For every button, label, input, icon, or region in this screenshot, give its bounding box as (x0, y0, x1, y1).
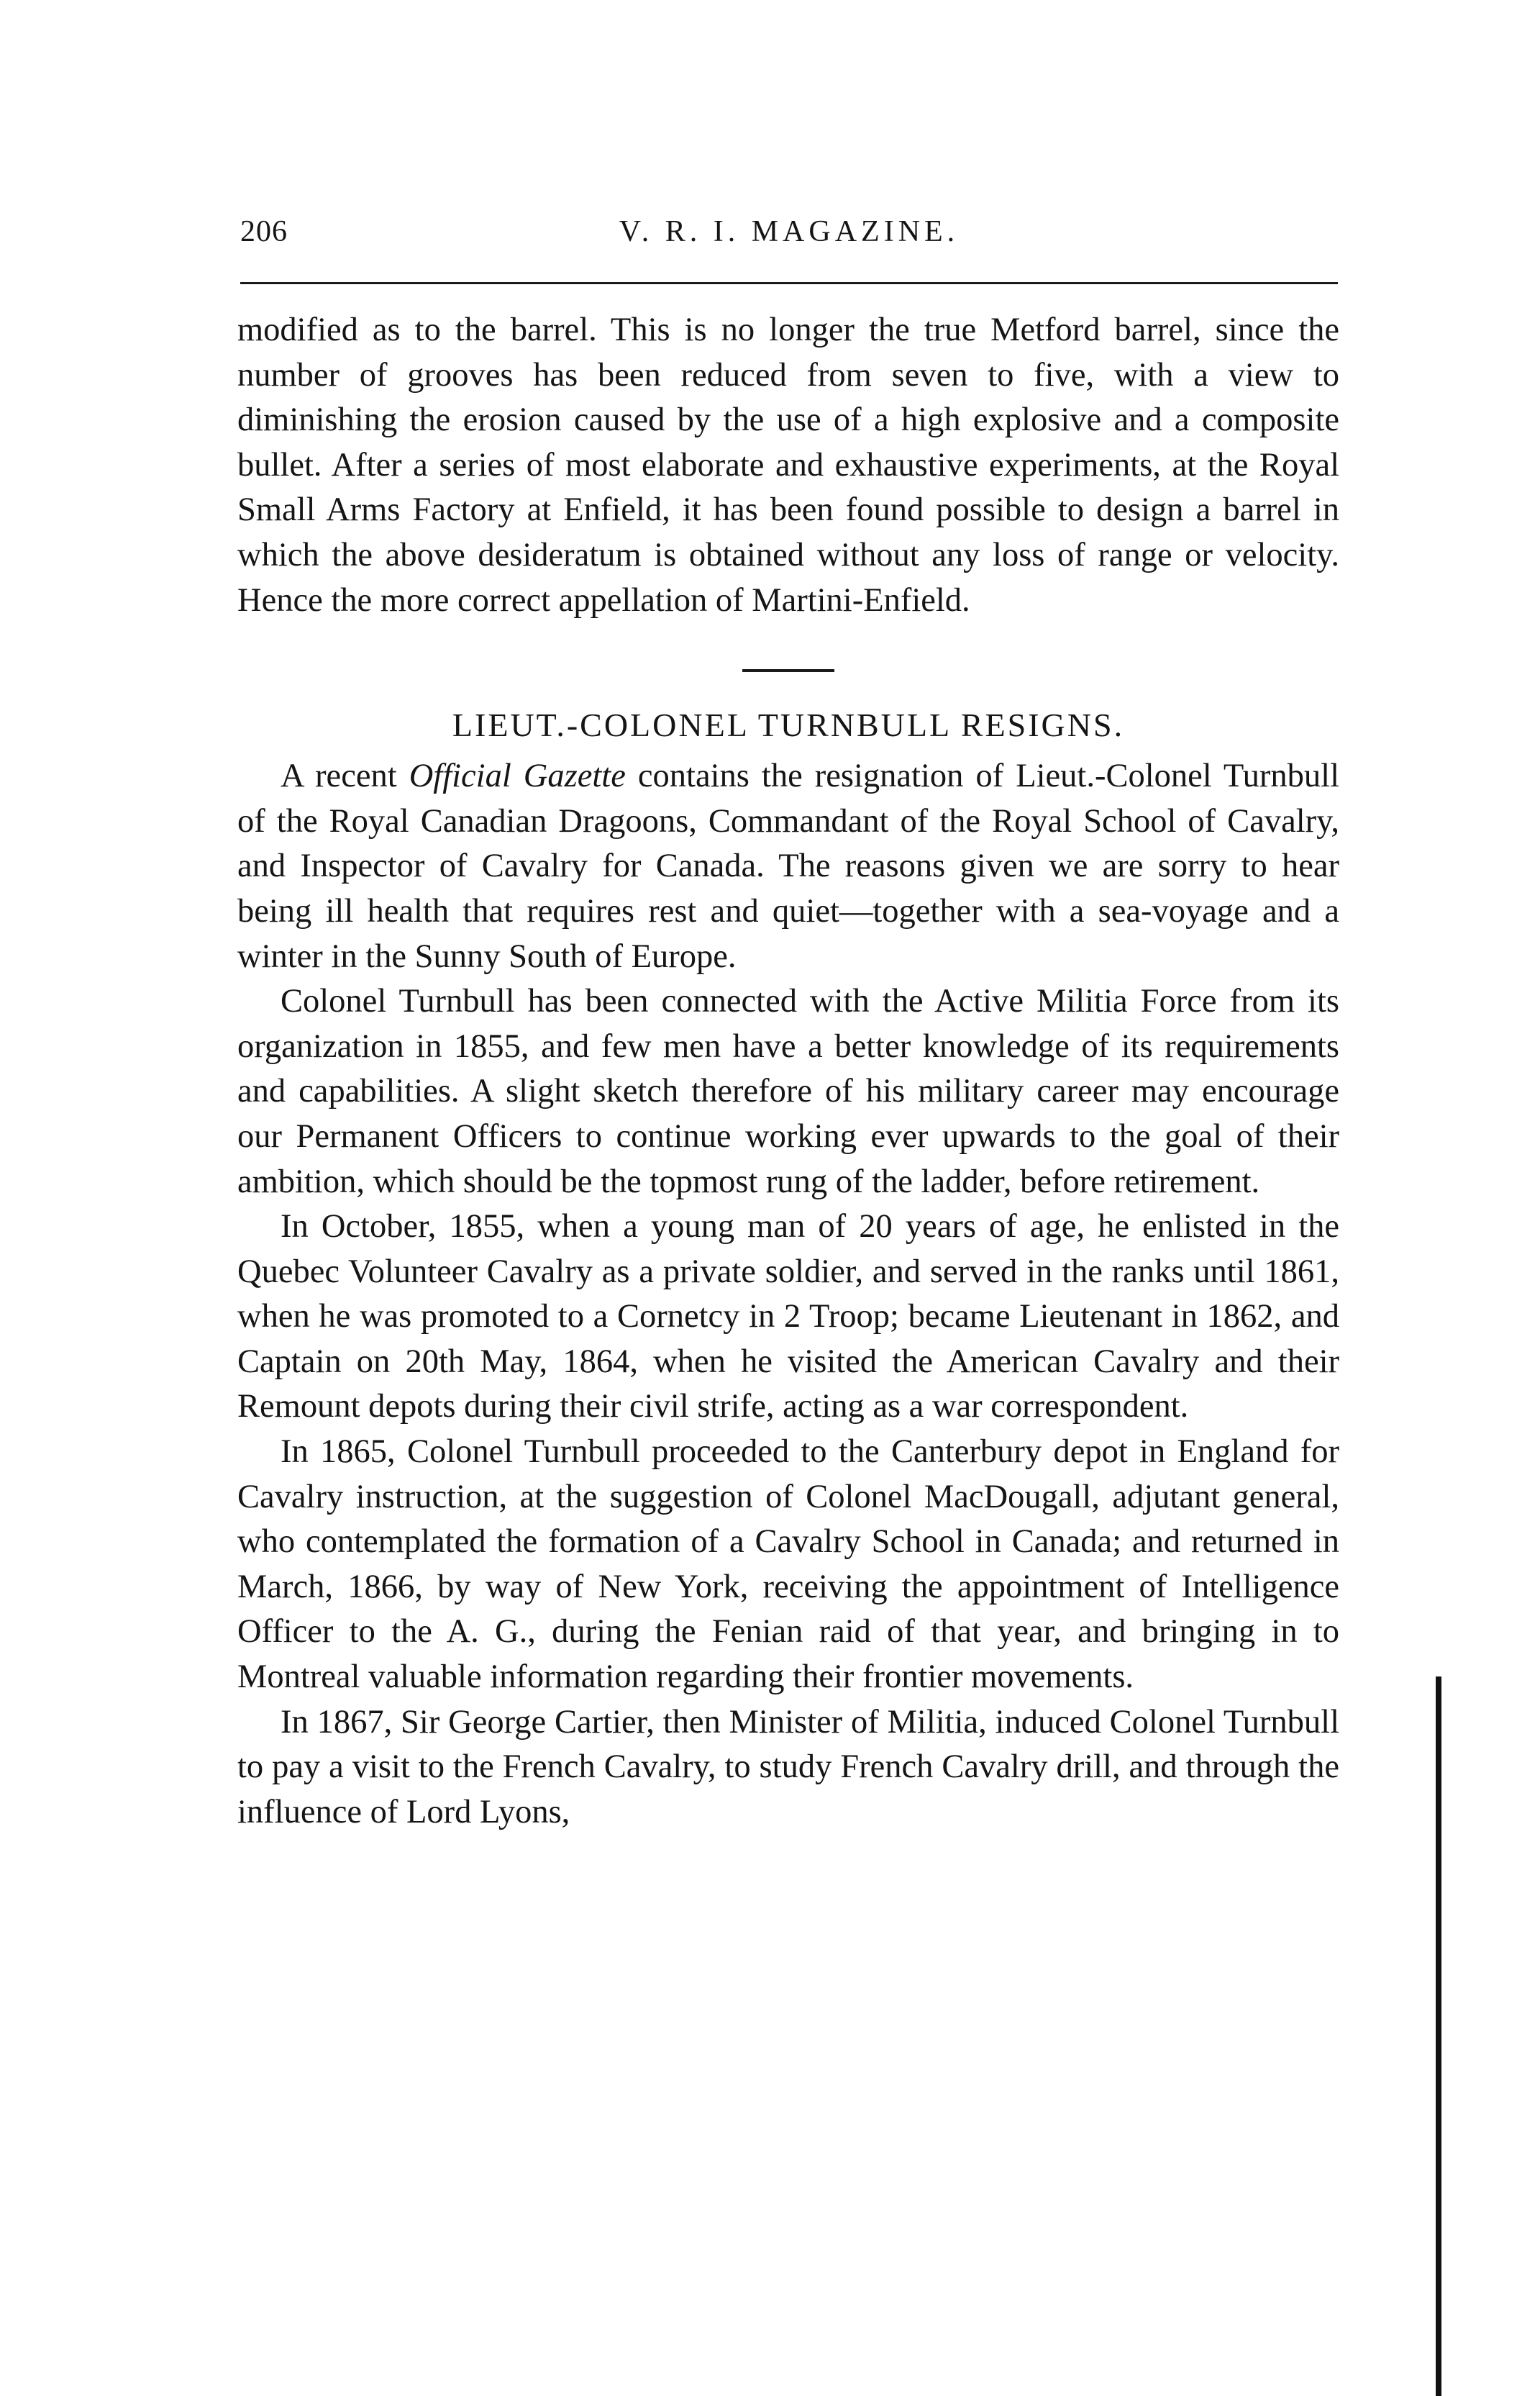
page-number: 206 (240, 215, 288, 248)
article-heading: LIEUT.-COLONEL TURNBULL RESIGNS. (452, 707, 1125, 744)
article-paragraph-1 (237, 754, 1339, 979)
article-paragraph-3: In October, 1855, when a young man of 20 years of age, he enlisted in the Quebec Volunteer Cavalry as a private soldier, and served in the ranks until 1861, when he was promoted to a Cornetcy in 2 Troop; became Lieutenant in 1862, and Captain on 20th May, 1864, when he visited the American Cavalry and their Remount depots during their civil strife, acting as a war correspondent. (237, 1208, 1339, 1425)
paragraph-1-rest: contains the resignation of Lieut.-Colonel Turnbull of the Royal Canadian Dragoons, Commandant of the Royal School of Cavalry, and Inspector of Cavalry for Canada. The reasons given we are sorry to hear being ill health that requires rest and quiet—together with a sea-voyage and a winter in the Sunny South of Europe. (237, 758, 1340, 975)
page-binding-edge (1436, 1676, 1441, 2396)
running-head (240, 214, 1338, 265)
section-separator (742, 669, 834, 672)
header-rule (240, 282, 1338, 284)
gazette-title: Official Gazette (409, 758, 626, 795)
journal-title: V. R. I. MAGAZINE. (619, 215, 960, 248)
article-paragraph-4: In 1865, Colonel Turnbull proceeded to the Canterbury depot in England for Cavalry instruction, at the suggestion of Colonel MacDougall, adjutant general, who contemplated the formation of a Cavalry School in Canada; and returned in March, 1866, by way of New York, receiving the appointment of Intelligence Officer to the A. G., during the Fenian raid of that year, and bringing in to Montreal valuable information regarding their frontier movements. (237, 1433, 1339, 1696)
article-paragraph-2: Colonel Turnbull has been connected with the Active Militia Force from its organization in 1855, and few men have a better knowledge of its requirements and capabilities. A slight sketch therefore of his military career may encourage our Permanent Officers to continue working ever upwards to the goal of their ambition, which should be the topmost rung of the ladder, before retirement. (237, 983, 1339, 1200)
intro-paragraph: modified as to the barrel. This is no longer the true Metford barrel, since the number of grooves has been reduced from seven to five, with a view to diminishing the erosion caused by the use of a high explosive and a composite bullet. After a series of most elaborate and exhaustive experiments, at the Royal Small Arms Factory at Enfield, it has been found possible to design a barrel in which the above desideratum is obtained without any loss of range or velocity. Hence the more correct appellation of Martini-Enfield. (237, 312, 1339, 619)
article-paragraph-5: In 1867, Sir George Cartier, then Minister of Militia, induced Colonel Turnbull to pay a visit to the French Cavalry, to study French Cavalry drill, and through the influence of Lord Lyons, (237, 1703, 1339, 1830)
body-text (237, 308, 1339, 1835)
paragraph-1-lead: A recent (281, 758, 409, 795)
